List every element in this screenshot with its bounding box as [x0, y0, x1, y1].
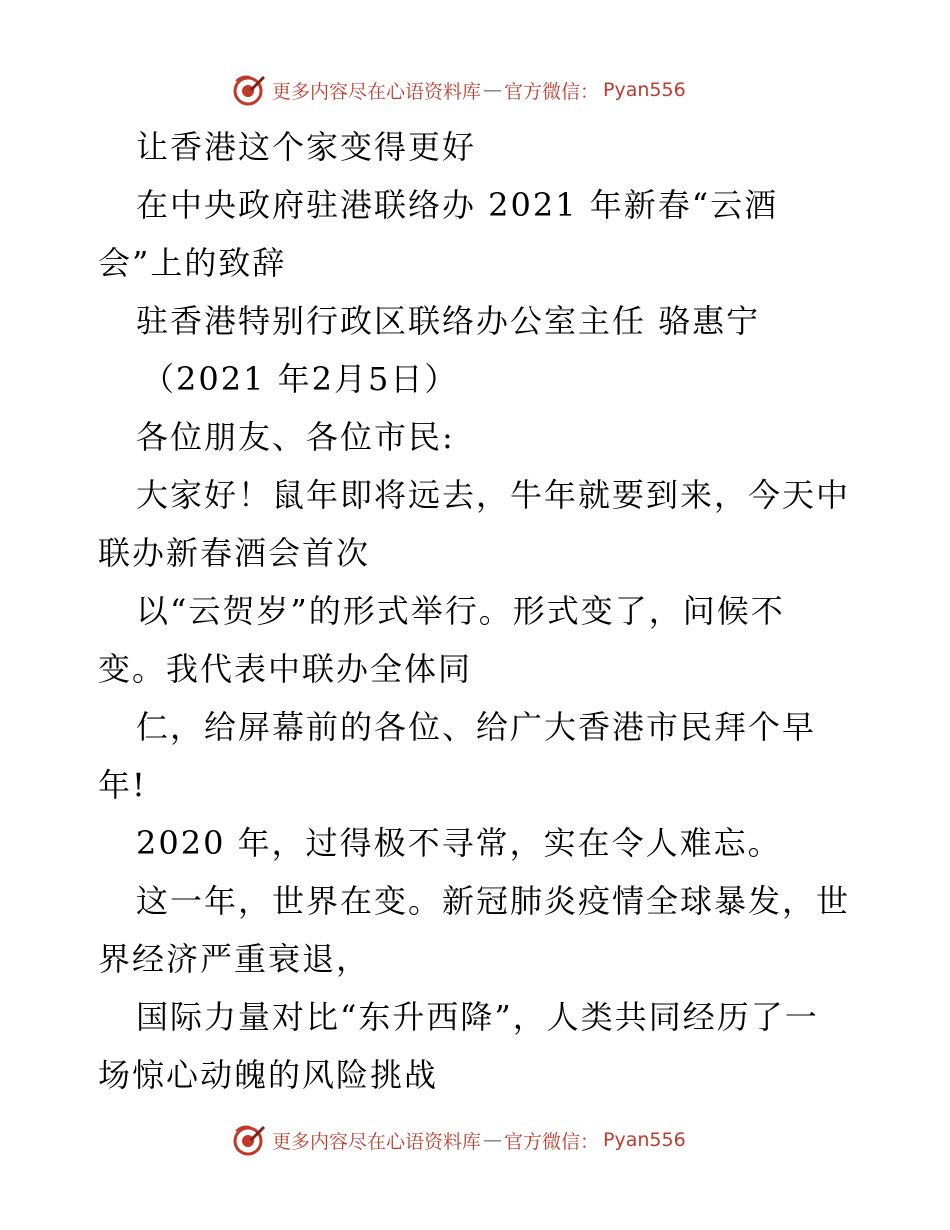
paragraph-line: 场惊心动魄的风险挑战 [98, 1056, 439, 1094]
pen-circle-logo-icon [232, 73, 266, 107]
footer-banner[interactable] [232, 1120, 686, 1160]
banner-separator: — [483, 79, 503, 101]
banner-separator: — [483, 1129, 503, 1151]
banner-label: 官方微信： [504, 80, 600, 103]
banner-site-text: 更多内容尽在心语资料库 [272, 1130, 482, 1153]
document-salutation: 各位朋友、各位市民: [136, 418, 455, 456]
paragraph-line: 以“云贺岁”的形式举行。形式变了，问候不 [136, 592, 785, 630]
document-subtitle-cont: 会”上的致辞 [98, 244, 287, 282]
document-title: 让香港这个家变得更好 [136, 128, 477, 166]
document-author: 驻香港特别行政区联络办公室主任 骆惠宁 [136, 302, 761, 340]
header-banner[interactable] [232, 70, 686, 110]
paragraph-line: 这一年，世界在变。新冠肺炎疫情全球暴发，世 [136, 882, 851, 920]
paragraph-line: 界经济严重衰退， [98, 940, 371, 978]
paragraph-line: 2020 年，过得极不寻常，实在令人难忘。 [136, 824, 782, 862]
banner-site-text: 更多内容尽在心语资料库 [272, 80, 482, 103]
paragraph-line: 大家好！鼠年即将远去，牛年就要到来，今天中 [136, 476, 851, 514]
document-subtitle: 在中央政府驻港联络办 2021 年新春“云酒 [136, 186, 779, 224]
banner-wechat-id: Pyan556 [603, 79, 686, 101]
paragraph-line: 变。我代表中联办全体同 [98, 650, 473, 688]
paragraph-line: 仁，给屏幕前的各位、给广大香港市民拜个早 [136, 708, 817, 746]
document-date: （2021 年2月5日） [142, 360, 459, 398]
banner-label: 官方微信： [504, 1130, 600, 1153]
document-body [98, 118, 898, 1104]
banner-wechat-id: Pyan556 [603, 1129, 686, 1151]
paragraph-line: 国际力量对比“东升西降”，人类共同经历了一 [136, 998, 819, 1036]
pen-circle-logo-icon [232, 1123, 266, 1157]
paragraph-line: 联办新春酒会首次 [98, 534, 371, 572]
paragraph-line: 年! [98, 766, 147, 804]
